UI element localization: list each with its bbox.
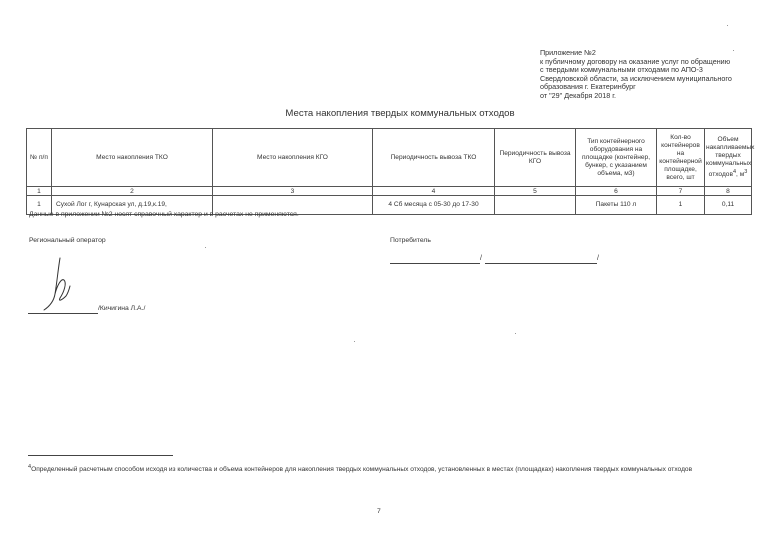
- header-tko-place: Место накопления ТКО: [52, 129, 213, 187]
- header-volume: [705, 129, 755, 187]
- cell-kgo-frequency: [495, 196, 576, 215]
- column-number: 2: [52, 187, 213, 196]
- appendix-header: [540, 49, 740, 101]
- consumer-name-line: [485, 263, 597, 264]
- footnote-marker: 4: [28, 464, 32, 470]
- column-number: 8: [705, 187, 752, 196]
- document-title: Места накопления твердых коммунальных отходов: [285, 108, 515, 119]
- cell-container-count: 1: [657, 196, 705, 215]
- table-header-row: [27, 129, 752, 187]
- column-number: 3: [213, 187, 373, 196]
- cell-tko-frequency: 4 Сб месяца с 05-30 до 17-30: [373, 196, 495, 215]
- consumer-signature-line: [390, 263, 480, 264]
- page-number: 7: [377, 508, 381, 515]
- operator-label: Региональный оператор: [29, 237, 106, 244]
- header-volume-text: Объем накапливаемых твердых коммунальных отходов: [706, 135, 755, 179]
- waste-sites-table: [26, 128, 755, 215]
- appendix-line: Приложение №2: [540, 48, 596, 57]
- cell-tko-place: Сухой Лог г, Кунарская ул, д.19,к.19,: [52, 196, 213, 215]
- column-number: 4: [373, 187, 495, 196]
- appendix-line: с твердыми коммунальными отходами по АПО-3: [540, 65, 703, 75]
- header-container-count: Кол-во контейнеров на контейнерной площадке, всего, шт: [657, 129, 705, 187]
- header-volume-unit-power: 3: [744, 168, 748, 175]
- cell-container-type: Пакеты 110 л: [576, 196, 657, 215]
- consumer-label: Потребитель: [390, 237, 431, 244]
- header-container-type: Тип контейнерного оборудования на площадке (контейнер, бункер, с указанием объема, м3): [576, 129, 657, 187]
- appendix-line: образования г. Екатеринбург: [540, 82, 636, 92]
- header-tko-frequency: Периодичность вывоза ТКО: [373, 129, 495, 187]
- header-kgo-frequency: Периодичность вывоза КГО: [495, 129, 576, 187]
- header-volume-unit: , м: [736, 171, 745, 179]
- appendix-line: от "29" Декабря 2018 г.: [540, 90, 617, 100]
- column-number: 1: [27, 187, 52, 196]
- consumer-slash-end: /: [597, 255, 599, 262]
- column-number: 7: [657, 187, 705, 196]
- header-volume-footnote-ref: 4: [732, 168, 737, 175]
- column-number: 5: [495, 187, 576, 196]
- operator-signature-mark: [38, 256, 78, 314]
- appendix-line: Свердловской области, за исключением муниципального: [540, 73, 732, 83]
- reference-note: Данные в приложении №2 носят справочный характер и в расчетах не применяются.: [29, 211, 299, 218]
- cell-num: 1: [27, 196, 52, 215]
- scan-speck: [205, 247, 206, 248]
- footnote-separator: [28, 455, 173, 456]
- operator-name: /Кичигина Л.А./: [98, 305, 146, 312]
- column-number-row: [27, 187, 752, 196]
- scan-speck: [727, 25, 728, 26]
- footnote-text: Определенный расчетным способом исходя из количества и объема контейнеров для накопления твердых коммунальных отходов, установленных в местах (площадках) накопления твердых коммунальных отходов: [31, 466, 693, 474]
- scan-speck: [515, 333, 516, 334]
- footnote: [28, 463, 728, 475]
- consumer-slash: /: [480, 255, 482, 262]
- header-num: № п/п: [27, 129, 52, 187]
- column-number: 6: [576, 187, 657, 196]
- appendix-line: к публичному договору на оказание услуг по обращению: [540, 56, 731, 66]
- scan-speck: [354, 341, 355, 342]
- header-kgo-place: Место накопления КГО: [213, 129, 373, 187]
- cell-volume: 0,11: [705, 196, 752, 215]
